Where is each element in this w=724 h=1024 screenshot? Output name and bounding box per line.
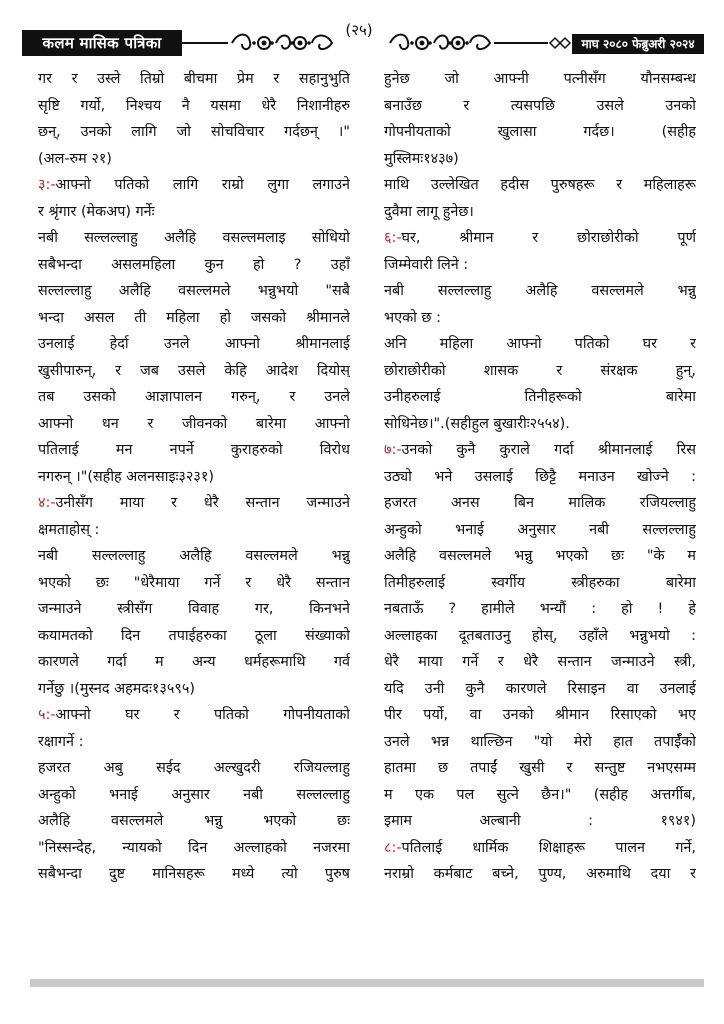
page-header [0, 0, 724, 60]
section-heading-line [384, 835, 696, 862]
text-line [38, 93, 350, 120]
section-number: ६:- [384, 230, 402, 246]
line-text: पीर पर्यो, वा उनको श्रीमान रिसाएको भए [384, 707, 696, 723]
line-text: हातमा छ तपाईं खुसी र सन्तुष्ट नभएसम्म [384, 760, 696, 776]
line-text: घर, श्रीमान र छोराछोरीको पूर्ण [401, 230, 696, 246]
text-line [384, 782, 696, 809]
line-text: आफ्नो घर र पतिको गोपनीयताको [55, 707, 350, 723]
text-line [38, 755, 350, 782]
section-heading-line [38, 172, 350, 199]
line-text: जन्माउने स्त्रीसँग विवाह गर, किनभने [38, 601, 350, 617]
section-heading-line [38, 490, 350, 517]
text-line [38, 676, 350, 703]
text-line [384, 93, 696, 120]
text-line [384, 702, 696, 729]
text-line [38, 729, 350, 756]
line-text: उठ्यो भने उसलाई छिट्टै मनाउन खोज्ने : [384, 468, 696, 485]
line-text: जिम्मेवारी लिने : [384, 256, 469, 273]
text-line [384, 172, 696, 199]
text-line [384, 517, 696, 544]
line-text: अल्लाहका दूतबताउनु होस्, उहाँले भन्नुभयो : [384, 627, 696, 644]
text-line [384, 490, 696, 517]
text-line [38, 66, 350, 93]
line-text: उनीहरुलाई तिनीहरूको बारेमा [384, 389, 696, 405]
line-text: नबी सल्लल्लाहु अलैहि वसल्लमले भन्नु [384, 283, 696, 299]
line-text: गर र उस्ले तिम्रो बीचमा प्रेम र सहानुभुति [38, 71, 350, 87]
text-line [38, 570, 350, 597]
text-line [384, 649, 696, 676]
line-text: माथि उल्लेखित हदीस पुरुषहरू र महिलाहरू [384, 177, 696, 193]
line-text: अन्हुको भनाई अनुसार नबी सल्लल्लाहु [384, 521, 696, 538]
line-text: यदि उनी कुनै कारणले रिसाइन वा उनलाई [384, 680, 696, 697]
text-line [384, 543, 696, 570]
line-text: तिमीहरुलाई स्वर्गीय स्त्रीहरुका बारेमा [384, 574, 696, 591]
text-line [384, 570, 696, 597]
section-heading-line [384, 225, 696, 252]
line-text: नबी सल्लल्लाहु अलैहि वसल्लमले भन्नु [38, 548, 350, 564]
section-heading-line [38, 702, 350, 729]
text-line [38, 119, 350, 146]
text-line [38, 411, 350, 438]
line-text: तब उसको आज्ञापालन गरुन्, र उनले [38, 389, 350, 405]
line-text: सृष्टि गर्यो, निश्चय नै यसमा धेरै निशानीहरु [38, 97, 350, 114]
text-line [38, 543, 350, 570]
section-number: ८:- [384, 839, 402, 856]
text-line [38, 835, 350, 862]
line-text: हुनेछ जो आफ्नी पत्नीसँग यौनसम्बन्ध [384, 71, 696, 87]
line-text: धेरै माया गर्ने र धेरै सन्तान जन्माउने स्त्री, [384, 654, 696, 670]
text-line [38, 649, 350, 676]
text-line [38, 331, 350, 358]
line-text: म एक पल सुत्ने छैन।" (सहीह अत्तर्गीब, [384, 786, 696, 803]
line-text: अन्हुको भनाई अनुसार नबी सल्लल्लाहु [38, 786, 350, 803]
line-text: बनाउँछ र त्यसपछि उसले उनको [384, 97, 696, 114]
text-line [384, 596, 696, 623]
line-text: नबताऊँ ? हामीले भन्यौं : हो ! हे [384, 601, 696, 617]
line-text: उनले भन्न थाल्छिन "यो मेरो हात तपाईँको [384, 733, 696, 750]
line-text: अलैहि वसल्लमले भन्नु भएको छः [38, 813, 350, 829]
text-line [384, 358, 696, 385]
text-line [384, 199, 696, 226]
line-text: आफ्नो धन र जीवनको बारेमा आफ्नो [38, 415, 350, 432]
line-text: सबैभन्दा दुष्ट मानिसहरू मध्ये त्यो पुरुष [38, 866, 350, 882]
line-text: हजरत अनस बिन मालिक रजियल्लाहु [384, 495, 696, 511]
diamond-ornament-icon [548, 30, 572, 56]
line-text: छन्, उनको लागि जो सोचविचार गर्दछन् ।" [38, 124, 350, 140]
line-text: पतिलाई धार्मिक शिक्षाहरू पालन गर्ने, [401, 839, 696, 856]
text-line [384, 278, 696, 305]
text-line [384, 411, 696, 438]
section-number: ४:- [38, 495, 56, 511]
text-line [384, 861, 696, 888]
text-line [38, 305, 350, 332]
text-line [384, 808, 696, 835]
text-line [384, 119, 696, 146]
text-line [384, 755, 696, 782]
line-text: सोधिनेछ।".(सहीहुल बुखारीः२५५४). [384, 415, 570, 432]
header-rule-right [494, 42, 548, 44]
text-line [38, 808, 350, 835]
left-column [38, 66, 350, 888]
line-text: दुवैमा लागू हुनेछ। [384, 203, 474, 220]
line-text: अनि महिला आफ्नो पतिको घर र [384, 336, 696, 352]
line-text: (अल-रुम २१) [38, 150, 112, 167]
section-number: ५:- [38, 707, 56, 723]
text-line [38, 861, 350, 888]
text-line [384, 305, 696, 332]
line-text: नराम्रो कर्मबाट बच्ने, पुण्य, अरुमाथि दया र [384, 866, 696, 882]
line-text: भएको छः "धेरैमाया गर्ने र धेरै सन्तान [38, 574, 350, 591]
footer-bar [30, 979, 704, 987]
right-column [384, 66, 696, 888]
section-number: ७:- [384, 442, 402, 458]
text-line [384, 66, 696, 93]
text-line [38, 225, 350, 252]
text-line [38, 199, 350, 226]
scroll-ornament-icon [386, 30, 494, 56]
text-line [384, 676, 696, 703]
text-line [38, 623, 350, 650]
line-text: उनलाई हेर्दा उनले आफ्नो श्रीमानलाई [38, 336, 350, 352]
text-line [384, 464, 696, 491]
text-line [384, 331, 696, 358]
text-line [384, 252, 696, 279]
line-text: हजरत अबु सईद अल्खुदरी रजियल्लाहु [38, 760, 350, 776]
text-line [38, 278, 350, 305]
scroll-ornament-icon [228, 30, 336, 56]
line-text: कयामतको दिन तपाईहरुका ठूला संख्याको [38, 627, 350, 644]
line-text: छोराछोरीको शासक र संरक्षक हुन्, [384, 362, 696, 379]
text-line [38, 464, 350, 491]
line-text: सल्लल्लाहु अलैहि वसल्लमले भन्नुभयो "सबै [38, 283, 350, 299]
line-text: "निस्सन्देह, न्यायको दिन अल्लाहको नजरमा [38, 839, 350, 856]
issue-date: माघ २०८० फेब्रुअरी २०२४ [572, 34, 704, 54]
line-text: गोपनीयताको खुलासा गर्दछ। (सहीह [384, 124, 696, 140]
text-line [384, 146, 696, 173]
line-text: भएको छ : [384, 309, 441, 326]
text-line [38, 146, 350, 173]
line-text: कारणले गर्दा म अन्य धर्महरूमाथि गर्व [38, 654, 350, 670]
text-line [38, 782, 350, 809]
text-line [38, 252, 350, 279]
magazine-name: कलम मासिक पत्रिका [22, 30, 182, 56]
line-text: उनीसँग माया र धेरै सन्तान जन्माउने [55, 495, 350, 511]
section-heading-line [384, 437, 696, 464]
line-text: इमाम अल्बानी : १९४१) [384, 813, 696, 829]
line-text: पतिलाई मन नपर्ने कुराहरुको विरोध [38, 442, 350, 458]
text-line [38, 437, 350, 464]
text-line [384, 623, 696, 650]
line-text: नगरुन् ।"(सहीह अलनसाइः३२३१) [38, 468, 214, 485]
line-text: क्षमताहोस् : [38, 521, 100, 538]
line-text: उनको कुनै कुराले गर्दा श्रीमानलाई रिस [401, 442, 696, 458]
text-line [38, 384, 350, 411]
line-text: अलैहि वसल्लमले भन्नु भएको छः "के म [384, 548, 696, 564]
text-line [384, 384, 696, 411]
line-text: र श्रृंगार (मेकअप) गर्नेः [38, 203, 155, 220]
line-text: रक्षागर्ने : [38, 733, 84, 750]
text-line [38, 358, 350, 385]
line-text: गर्नेछु ।(मुस्नद अहमदः१३५९५) [38, 680, 195, 697]
line-text: सबैभन्दा असलमहिला कुन हो ? उहाँ [38, 256, 350, 273]
line-text: आफ्नो पतिको लागि राम्रो लुगा लगाउने [55, 177, 350, 193]
line-text: मुस्लिमः१४३७) [384, 150, 459, 167]
page-number: (२५) [345, 21, 373, 39]
header-rule-left [182, 42, 228, 44]
text-line [38, 517, 350, 544]
text-line [384, 729, 696, 756]
line-text: नबी सल्लल्लाहु अलैहि वसल्लमलाइ सोधियो [38, 230, 350, 246]
text-line [38, 596, 350, 623]
line-text: भन्दा असल ती महिला हो जसको श्रीमानले [38, 309, 350, 326]
line-text: खुसीपारुन्, र जब उसले केहि आदेश दियोस् [38, 362, 350, 379]
section-number: ३:- [38, 177, 56, 193]
